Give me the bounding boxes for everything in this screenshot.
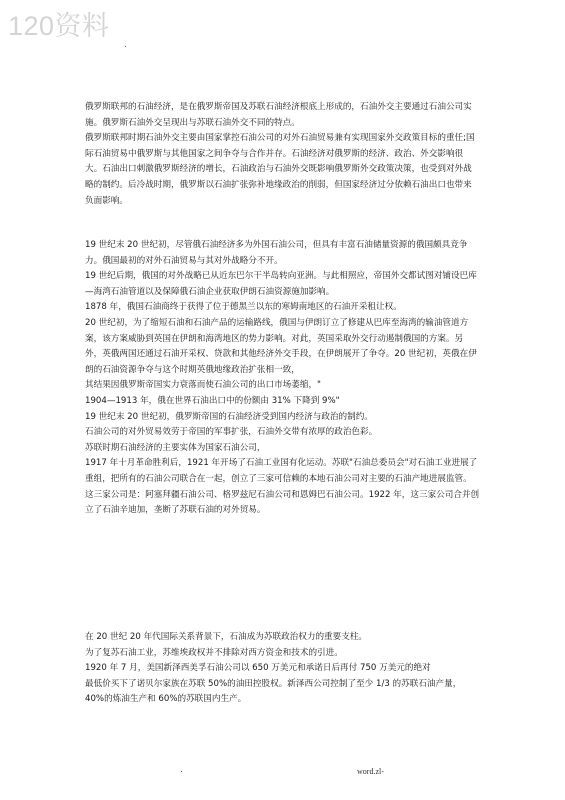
paragraph: 19 世纪后期，俄国的对外战略已从近东巴尔干半岛转向亚洲。与此相照应，帝国外交都试图对铺设巴库—海湾石油管道以及保障俄石油企业获取伊朗石油资源施加影响。 <box>85 271 477 297</box>
paragraph: 石油公司的对外贸易效劳于帝国的军事扩张，石油外交带有浓厚的政治色彩。 <box>85 427 378 438</box>
paragraph: 俄罗斯联邦时期石油外交主要由国家掌控石油公司的对外石油贸易兼有实现国家外交政策目标的重任;国际石油贸易中俄罗斯与其他国家之间争夺与合作并存。石油经济对俄罗斯的经济、政治、外交影响很大。石油出口刺激俄罗斯经济的增长，石油政治与石油外交既影响俄罗斯外交政策决策，也受到对外战略的制约。后冷战时期，俄罗斯以石油扩张弥补地缘政治的削弱，但国家经济过分依赖石油出口也带来负面影响。 <box>85 133 475 206</box>
paragraph: 19 世纪末 20 世纪初，俄罗斯帝国的石油经济受到国内经济与政治的制约。 <box>85 411 373 422</box>
paragraph: 最低价买下了诺贝尔家族在苏联 50%的油田控股权。新泽西公司控制了至少 1/3 的苏联石油产量，40%的炼油生产和 60%的苏联国内生产。 <box>85 678 462 705</box>
paragraph: 1904—1913 年，俄在世界石油出口中的份额由 31% 下降到 9%" <box>85 395 340 406</box>
paragraph: 19 世纪末 20 世纪初，尽管俄石油经济多为外国石油公司，但具有丰富石油储量资源的俄国颇具竞争力。俄国最初的对外石油贸易与其对外战略分不开。 <box>85 240 468 266</box>
header-mark: . <box>124 40 127 50</box>
paragraph: 在 20 世纪 20 年代国际关系背景下，石油成为苏联政治权力的重要支柱。 <box>85 632 368 642</box>
paragraph: 苏联时期石油经济的主要实体为国家石油公司， <box>85 442 266 453</box>
section-3 <box>85 630 480 708</box>
section-2 <box>85 238 480 519</box>
paragraph: 1917 年十月革命胜利后，1921 年开场了石油工业国有化运动。苏联"石油总委员会"对石油工业进展了重组，把所有的石油公司联合在一起，创立了三家可信赖的本地石油公司对主要的石油产地进展监管。这三家公司是：阿塞拜疆石油公司、格罗兹尼石油公司和恩姆巴石油公司。1922 年，这三家公司合并创立了石油辛迪加，垄断了苏联石油的对外贸易。 <box>85 458 480 516</box>
paragraph: 俄罗斯联邦的石油经济，是在俄罗斯帝国及苏联石油经济根底上形成的，石油外交主要通过石油公司实施。俄罗斯石油外交呈现出与苏联石油外交不同的特点。 <box>85 102 472 128</box>
paragraph: 20 世纪初，为了缩短石油和石油产品的运输路线，俄国与伊朗订立了修建从巴库至海湾的输油管道方案，该方案威胁到英国在伊朗和海湾地区的势力影响。对此，英国采取外交行动遏制俄国的方案。另外，英俄两国还通过石油开采权、贷款和其他经济外交手段，在伊朗展开了争夺。20 世纪初，英俄在伊朗的石油资源争夺与这个时期英俄地缘政治扩张相一致， <box>85 317 477 375</box>
watermark-logo: 120资料 <box>8 11 110 41</box>
paragraph: 为了复苏石油工业，苏维埃政权并不排除对西方资金和技术的引进。 <box>85 647 343 658</box>
footer-source: word.zl- <box>357 767 384 776</box>
paragraph: 1920 年 7 月，美国新泽西美孚石油公司以 650 万美元和承诺日后再付 750 万美元的绝对 <box>85 663 431 674</box>
paragraph: 1878 年，俄国石油商终于获得了位于德黑兰以东的寒姆南地区的石油开采租让权。 <box>85 302 402 313</box>
section-1 <box>85 100 480 209</box>
paragraph: 其结果因俄罗斯帝国实力衰落而使石油公司的出口市场萎缩，" <box>85 380 321 391</box>
footer-mark: . <box>180 765 183 775</box>
